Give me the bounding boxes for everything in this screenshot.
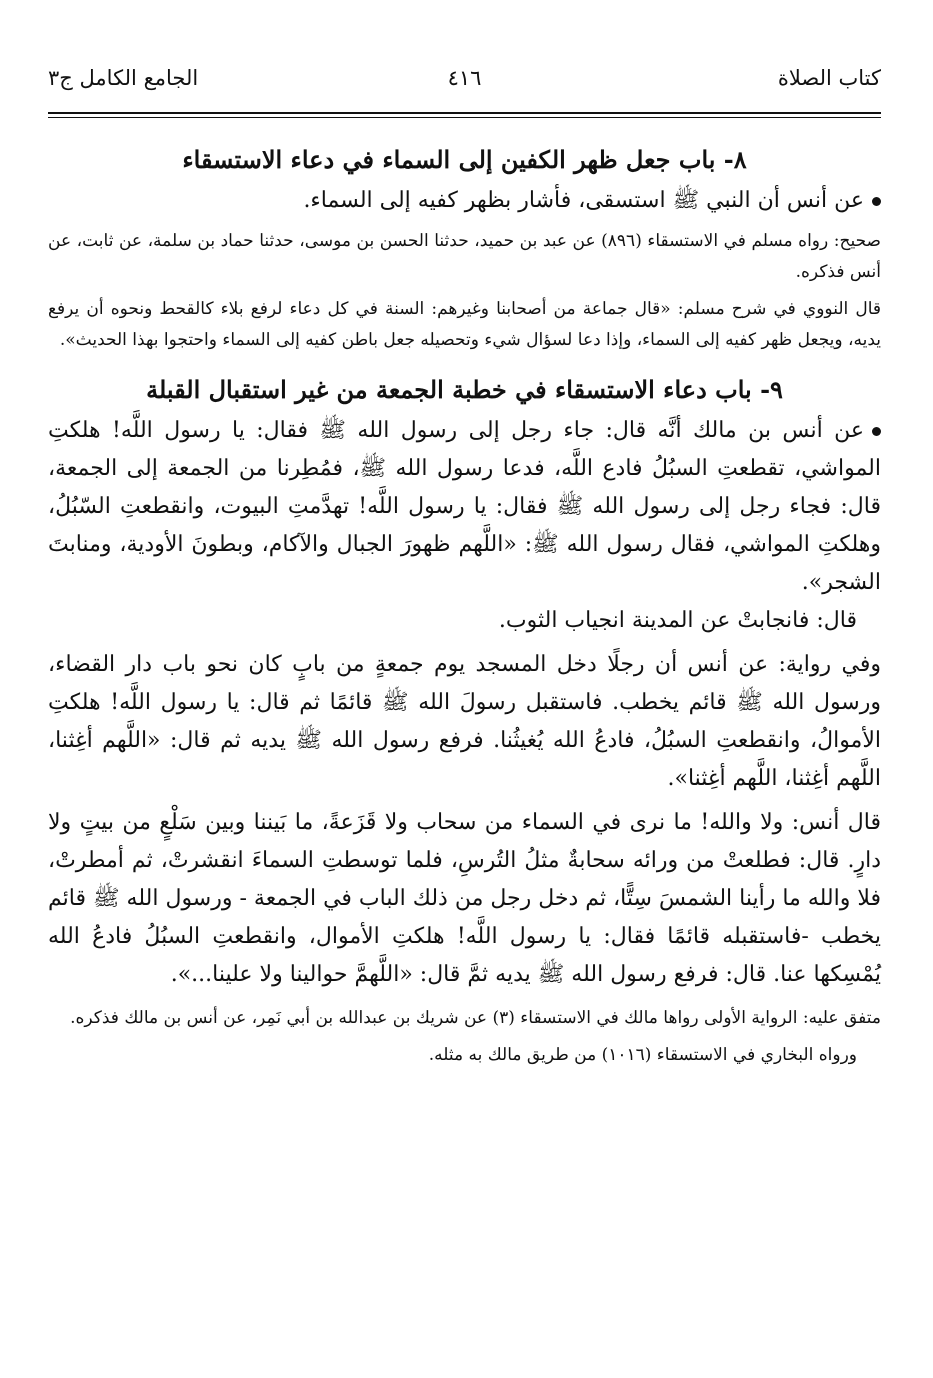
volume-title: الجامع الكامل ج٣	[48, 66, 199, 90]
book-page	[48, 0, 881, 1378]
chapter-8-hadith-text: عن أنس أن النبي ﷺ استسقى، فأشار بظهر كفيه إلى السماء.	[303, 188, 864, 213]
chapter-9-paragraph-2: قال: فانجابتْ عن المدينة انجياب الثوب.	[498, 608, 857, 633]
bullet-icon	[872, 197, 881, 206]
header-rule-thin	[48, 117, 881, 118]
header-rule	[48, 112, 881, 114]
page-body	[48, 138, 881, 1071]
chapter-8-nawawi-note: قال النووي في شرح مسلم: «قال جماعة من أصحابنا وغيرهم: السنة في كل دعاء لرفع بلاء كالقحط ونحوه أن يرفع يديه، ويجعل ظهر كفيه إلى السماء، وإذا دعا لسؤال شيء وتحصيله جعل باطن كفيه إلى السماء واحتجوا بهذا الحديث».	[48, 299, 881, 350]
book-section-title: كتاب الصلاة	[777, 66, 881, 90]
chapter-9-hadith	[48, 412, 881, 602]
chapter-8-hadith	[48, 182, 881, 220]
chapter-9-takhrij-note: متفق عليه: الرواية الأولى رواها مالك في الاستسقاء (٣) عن شريك بن عبدالله بن أبي نَمِر، عن أنس بن مالك فذكره.	[70, 1008, 881, 1028]
chapter-9-hadith-text: عن أنس بن مالك أنَّه قال: جاء رجل إلى رسول الله ﷺ فقال: يا رسول اللَّه! هلكتِ المواشي، تقطعتِ السبُلُ فادع اللَّه، فدعا رسول الله ﷺ، فمُطِرنا من الجمعة إلى الجمعة، قال: فجاء رجل إلى رسول الله ﷺ فقال: يا رسول اللَّه! تهدَّمتِ البيوت، وانقطعتِ السّبُلُ، وهلكتِ المواشي، فقال رسول الله ﷺ: «اللَّهم ظهورَ الجبال والآكام، وبطونَ الأودية، ومنابتَ الشجر».	[48, 418, 881, 595]
bullet-icon	[872, 427, 881, 436]
page-number: ٤١٦	[447, 66, 482, 90]
chapter-8-takhrij-note: صحيح: رواه مسلم في الاستسقاء (٨٩٦) عن عبد بن حميد، حدثنا الحسن بن موسى، حدثنا حماد بن سلمة، عن ثابت، عن أنس فذكره.	[48, 231, 881, 282]
chapter-9-paragraph-4: قال أنس: ولا والله! ما نرى في السماء من سحاب ولا قَزَعةً، ما بَيننا وبين سَلْعٍ من بيتٍ ولا دارٍ. قال: فطلعتْ من ورائه سحابةٌ مثلُ التُرسِ، فلما توسطتِ السماءَ انقشرتْ، ثم أمطرتْ، فلا والله ما رأينا الشمسَ سِتًّا، ثم دخل رجل من ذلك الباب في الجمعة - ورسول الله ﷺ قائم يخطب -فاستقبله قائمًا فقال: يا رسول اللَّه! هلكتِ الأموال، وانقطعتِ السبُلُ فادعُ الله يُمْسِكها عنا. قال: فرفع رسول الله ﷺ يديه ثمَّ قال: «اللَّهمَّ حوالينا ولا علينا...».	[48, 810, 881, 987]
chapter-9-bukhari-note: ورواه البخاري في الاستسقاء (١٠١٦) من طريق مالك به مثله.	[428, 1045, 857, 1065]
running-header	[48, 66, 881, 102]
chapter-9-heading: ٩- باب دعاء الاستسقاء في خطبة الجمعة من غير استقبال القبلة	[146, 375, 783, 404]
chapter-9-paragraph-3: وفي رواية: عن أنس أن رجلًا دخل المسجد يوم جمعةٍ من بابٍ كان نحو باب دار القضاء، ورسول الله ﷺ قائم يخطب. فاستقبل رسولَ الله ﷺ قائمًا ثم قال: يا رسول اللَّه! هلكتِ الأموالُ، وانقطعتِ السبُلُ، فادعُ الله يُغيثُنا. فرفع رسول الله ﷺ يديه ثم قال: «اللَّهم أغِثنا، اللَّهم أغِثنا، اللَّهم أغِثنا».	[48, 652, 881, 791]
chapter-8-heading: ٨- باب جعل ظهر الكفين إلى السماء في دعاء الاستسقاء	[182, 145, 747, 174]
